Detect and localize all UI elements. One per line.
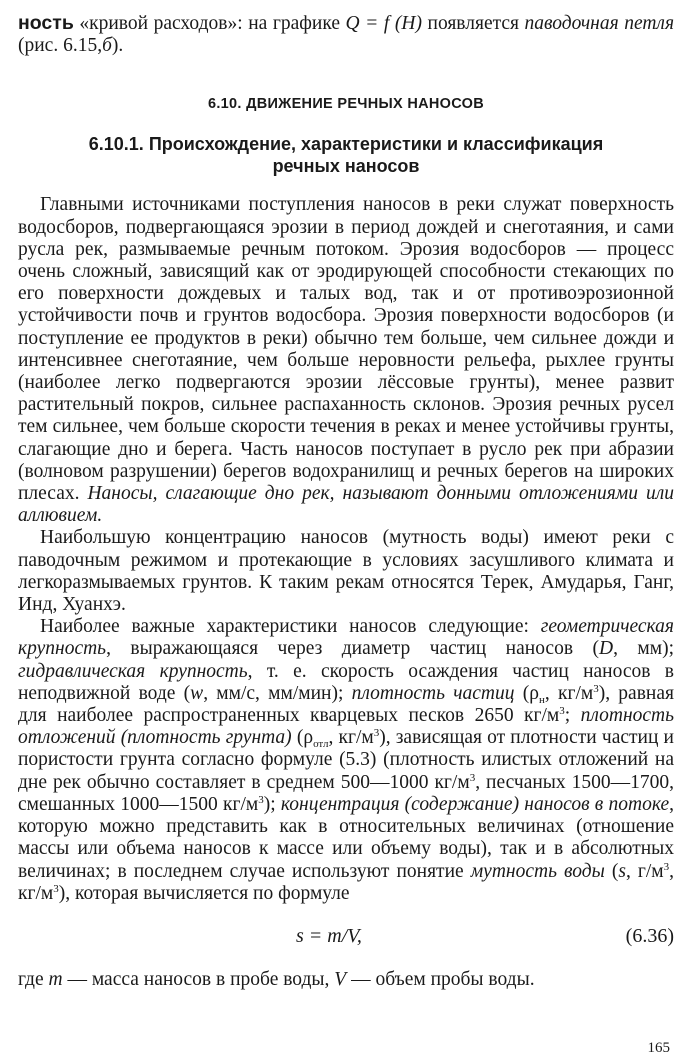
text-run: — объем пробы воды. <box>346 968 535 990</box>
italic-term: плотность отложений (плотность грунта) <box>18 705 674 749</box>
superscript: 3 <box>258 793 264 806</box>
equation-explanation <box>18 969 674 991</box>
superscript: 3 <box>593 682 599 695</box>
paragraph-sources <box>18 194 674 527</box>
text-run: , которую можно представить как в относительных величинах (отношение массы или объема наносов к массе или объему воды), так и в абсолютных величинах; в последнем случае используют понятие <box>18 793 674 882</box>
text-run: ; <box>564 705 581 727</box>
text-run: , мм/с, мм/мин); <box>203 682 352 704</box>
subsection-title-line-1: 6.10.1. Происхождение, характеристики и классификация <box>88 134 604 155</box>
text-run: , мм); <box>613 638 674 660</box>
italic-definition: Наносы, слагающие дно рек, называют донными отложениями или аллювием. <box>18 483 674 527</box>
continued-paragraph <box>18 12 674 57</box>
text-run: , кг/м <box>544 682 594 704</box>
text-run: , песчаных 1500—1700, смешанных 1000—1500 кг/м <box>18 771 674 815</box>
text-run: , кг/м <box>18 860 674 904</box>
text-run: ); <box>263 793 281 815</box>
page-number: 165 <box>647 1040 670 1056</box>
page-content <box>18 12 674 991</box>
text-run: , т. е. скорость осаждения частиц наносов в неподвижной воде ( <box>18 660 674 704</box>
text-run: (ρ <box>514 682 539 704</box>
paragraph-concentration: Наибольшую концентрацию наносов (мутность воды) имеют реки с паводочным режимом и протекающие в условиях засушливого климата и легкоразмываемых грунтов. К таким рекам относятся Терек, Амударья, Ганг, Инд, Хуанхэ. <box>18 527 674 616</box>
equation-formula: s = m/V, <box>296 924 362 947</box>
subscript: н <box>538 693 545 706</box>
symbol-d: D <box>598 638 614 660</box>
italic-term: мутность воды <box>470 860 605 882</box>
text-run: , выражающаяся через диаметр частиц наносов ( <box>106 638 599 660</box>
superscript: 3 <box>53 882 59 895</box>
symbol-v: V <box>334 968 347 990</box>
bold-lead-text: ность <box>18 12 74 34</box>
italic-term: гидравлическая крупность <box>18 660 248 682</box>
symbol-s: s <box>618 860 626 882</box>
text-run: «кривой расходов»: на графике <box>73 13 346 34</box>
text-run: ( <box>604 860 619 882</box>
text-run: ), которая вычисляется по формуле <box>58 882 350 904</box>
text-run: (рис. 6.15, <box>18 35 103 57</box>
superscript: 3 <box>469 771 476 784</box>
subscript: отл <box>313 738 329 751</box>
text-run: ), равная для наиболее распространенных кварцевых песков 2650 кг/м <box>18 682 674 727</box>
equation-row <box>18 923 674 953</box>
superscript: 3 <box>373 727 380 740</box>
text-run: где <box>18 968 49 990</box>
italic-term: паводочная петля <box>524 13 675 34</box>
equation-number: (6.36) <box>625 924 674 947</box>
text-run: ). <box>111 35 124 57</box>
text-run: — масса наносов в пробе воды, <box>62 968 335 990</box>
symbol-w: w <box>190 682 204 704</box>
italic-term: концентрация (содержание) наносов в потоке <box>280 793 670 815</box>
superscript: 3 <box>559 705 565 718</box>
italic-term: геометрическая крупность <box>18 616 674 660</box>
superscript: 3 <box>663 860 670 873</box>
text-run: Наиболее важные характеристики наносов следующие: <box>40 616 541 638</box>
text-run: (ρ <box>291 727 314 749</box>
figure-letter: б <box>102 35 112 57</box>
text-run: Главными источниками поступления наносов в реки служат поверхность водосборов, подвергающаяся эрозии в период дождей и снеготаяния, и сами русла рек, размываемые речным потоком. Эрозия водосборов — процесс очень сложный, зависящий как от эродирующей способности стекающих по его поверхности дождевых и талых вод, так и от противоэрозионной устойчивости почв и грунтов водосбора. Эрозия поверхности водосборов (и поступление ее продуктов в реки) обычно тем больше, чем сильнее дожди и интенсивнее снеготаяние, чем больше неровности рельефа, рыхлее грунты (наиболее легко подвергаются эрозии лёссовые грунты), менее развит растительный покров, сильнее распаханность склонов. Эрозия речных русел тем сильнее, чем больше скорости течения в реках и менее устойчивы грунты, слагающие дно и берега. Часть наносов поступает в русло рек при абразии (волновом разрушении) берегов водохранилищ и речных берегов на широких плесах. <box>18 194 674 505</box>
italic-term: плотность частиц <box>351 682 515 704</box>
subsection-title-line-2: речных наносов <box>272 156 420 177</box>
inline-formula: Q = f (H) <box>345 13 422 34</box>
section-title: 6.10. ДВИЖЕНИЕ РЕЧНЫХ НАНОСОВ <box>207 96 485 113</box>
symbol-m: m <box>48 968 63 990</box>
text-run: появляется <box>421 13 525 34</box>
text-run: , кг/м <box>328 727 374 749</box>
text-run: ), зависящая от плотности частиц и пористости грунта согласно формуле (5.3) (плотность илистых отложений на дне рек обычно составляет в среднем 500—1000 кг/м <box>18 727 674 793</box>
paragraph-characteristics <box>18 616 674 905</box>
subsection-title <box>18 133 674 177</box>
text-run: , г/м <box>625 860 664 882</box>
